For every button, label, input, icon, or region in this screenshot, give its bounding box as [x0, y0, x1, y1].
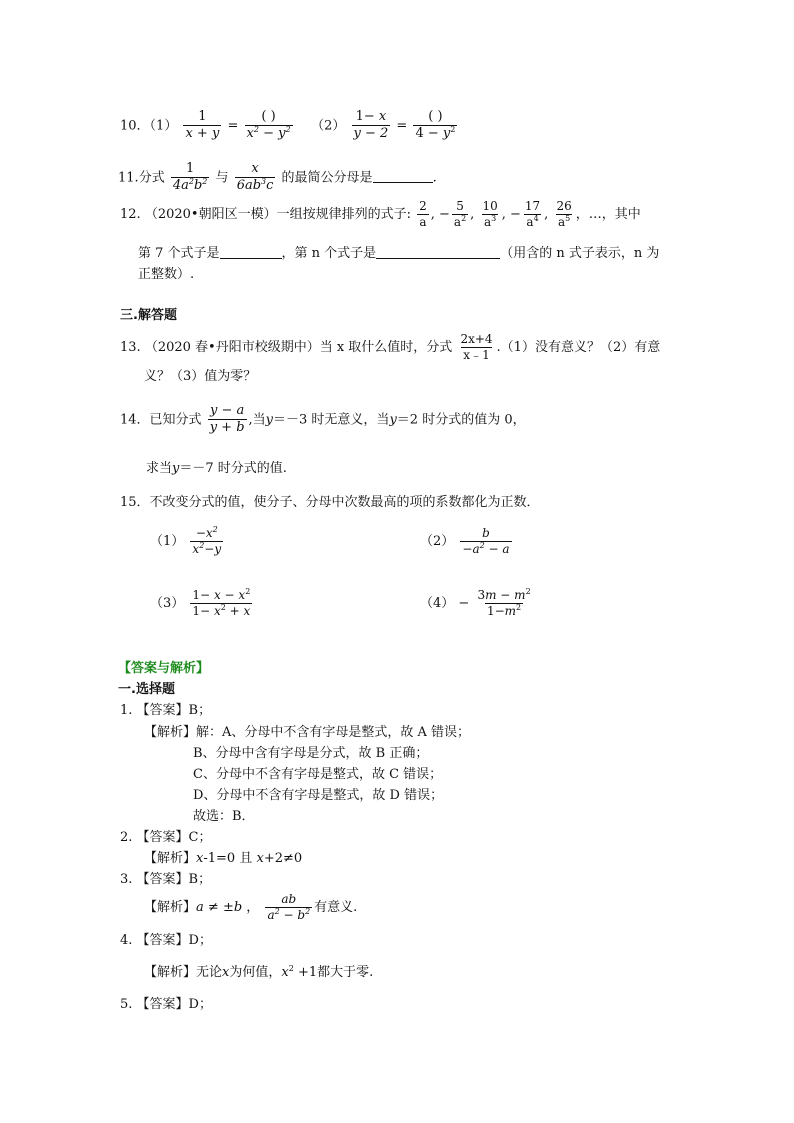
- answer-1-explanation: D、分母中不含有字母是整式，故 D 错误；: [193, 788, 444, 803]
- answers-title: 【答案与解析】: [118, 661, 210, 676]
- fraction: $\frac{2x+4}{x﹣1}$: [460, 332, 493, 363]
- fraction: $\frac{-x^2}{x^2-y}$: [192, 525, 222, 557]
- answer-3: 3. 【答案】B；: [120, 872, 212, 887]
- question-11: 11.分式 $\frac{1}{4a^2b^2}$ 与 $\frac{x}{6ab^3c}$ 的最简公分母是 .: [118, 161, 437, 194]
- question-14: 14．已知分式 $\frac{y - a}{y + b}$ ,当y＝－3 时无意义，当y＝2 时分式的值为 0，: [120, 403, 526, 436]
- answer-1-explanation: 【解析】解：A、分母中不含有字母是整式，故 A 错误；: [144, 725, 471, 740]
- question-12-line2: 第 7 个式子是 ，第 n 个式子是 （用含的 n 式子表示，n 为: [138, 246, 660, 261]
- answer-5: 5. 【答案】D；: [120, 997, 212, 1012]
- answer-blank[interactable]: [220, 246, 282, 259]
- fraction: $\frac{ab}{a^2 - b^2}$: [267, 892, 311, 923]
- answer-1: 1. 【答案】B；: [120, 703, 212, 718]
- answer-3-explanation: 【解析】a ≠ ±b ， $\frac{ab}{a^2 - b^2}$ 有意义.: [144, 892, 358, 923]
- answer-1-explanation: 故选：B．: [193, 809, 255, 824]
- section-heading: 三.解答题: [120, 308, 177, 323]
- answer-2-explanation: 【解析】x-1=0 且 x+2≠0: [144, 851, 303, 866]
- q10-number: 10．: [120, 118, 150, 134]
- fraction: $\frac{( )}{4 - y^2}$: [415, 109, 456, 142]
- q15-part3: （3） $\frac{1- x - x^2}{1- x^2 + x}$: [150, 587, 251, 619]
- question-13-line2: 义？（3）值为零？: [144, 369, 257, 384]
- answer-2: 2. 【答案】C；: [120, 830, 212, 845]
- answer-1-explanation: C、分母中不含有字母是整式，故 C 错误；: [193, 767, 443, 782]
- q15-part1: （1） $\frac{-x^2}{x^2-y}$: [150, 525, 222, 557]
- fraction: $\frac{1}{x + y}$: [185, 109, 220, 142]
- fraction: $\frac{26}{a^5}$: [556, 199, 572, 230]
- answer-blank[interactable]: [373, 170, 433, 183]
- question-13: 13. （2020 春•丹阳市校级期中）当 x 取什么值时，分式 $\frac{2x+4}{x﹣1}$ .（1）没有意义？（2）有意: [120, 332, 661, 363]
- question-15: 15．不改变分式的值，使分子、分母中次数最高的项的系数都化为正数．: [120, 495, 540, 510]
- fraction: $\frac{5}{a^2}$: [453, 199, 467, 230]
- fraction: $\frac{1- x - x^2}{1- x^2 + x}$: [192, 587, 251, 619]
- q15-part4: （4） − $\frac{3m - m^2}{1-m^2}$: [420, 587, 531, 619]
- fraction: $\frac{1}{4a^2b^2}$: [172, 161, 208, 194]
- fraction: $\frac{10}{a^3}$: [482, 199, 498, 230]
- answer-1-explanation: B、分母中含有字母是分式，故 B 正确；: [193, 746, 429, 761]
- answer-blank[interactable]: [376, 246, 500, 259]
- fraction: $\frac{( )}{x^2 - y^2}$: [246, 109, 291, 142]
- fraction: $\frac{3m - m^2}{1-m^2}$: [477, 587, 531, 619]
- fraction: $\frac{2}{a}$: [419, 199, 427, 230]
- question-12-line3: 正整数）.: [138, 267, 195, 282]
- fraction: $\frac{x}{6ab^3c}$: [236, 161, 274, 194]
- fraction: $\frac{b}{-a^2 - a}$: [462, 526, 510, 557]
- answer-4: 4. 【答案】D；: [120, 933, 212, 948]
- q10-part1: （1）: [149, 118, 178, 134]
- q15-part2: （2） $\frac{b}{-a^2 - a}$: [420, 526, 510, 557]
- q10-part2: （2）: [311, 118, 346, 134]
- question-14-line2: 求当y＝－7 时分式的值.: [146, 461, 287, 476]
- section-heading: 一.选择题: [118, 682, 175, 697]
- question-12: 12. （2020•朝阳区一模）一组按规律排列的式子: $\frac{2}{a}$ , − $\frac{5}{a^2}$ , $\frac{10}{a^3}$ , − $\frac{17}{a^4}$ , $\frac{26}{a^5}$ ，…，其中: [120, 199, 641, 230]
- question-10: 10．（1） $\frac{1}{x + y}$ = $\frac{( )}{x^2 - y^2}$ （2） $\frac{1- x}{y - 2}$ = $\frac{( )}{4 - y^2}$: [120, 109, 456, 142]
- fraction: $\frac{1- x}{y - 2}$: [353, 109, 389, 142]
- fraction: $\frac{y - a}{y + b}$: [209, 403, 245, 436]
- answer-4-explanation: 【解析】无论x为何值，$x^2 +1$都大于零.: [144, 964, 374, 980]
- fraction: $\frac{17}{a^4}$: [524, 199, 541, 230]
